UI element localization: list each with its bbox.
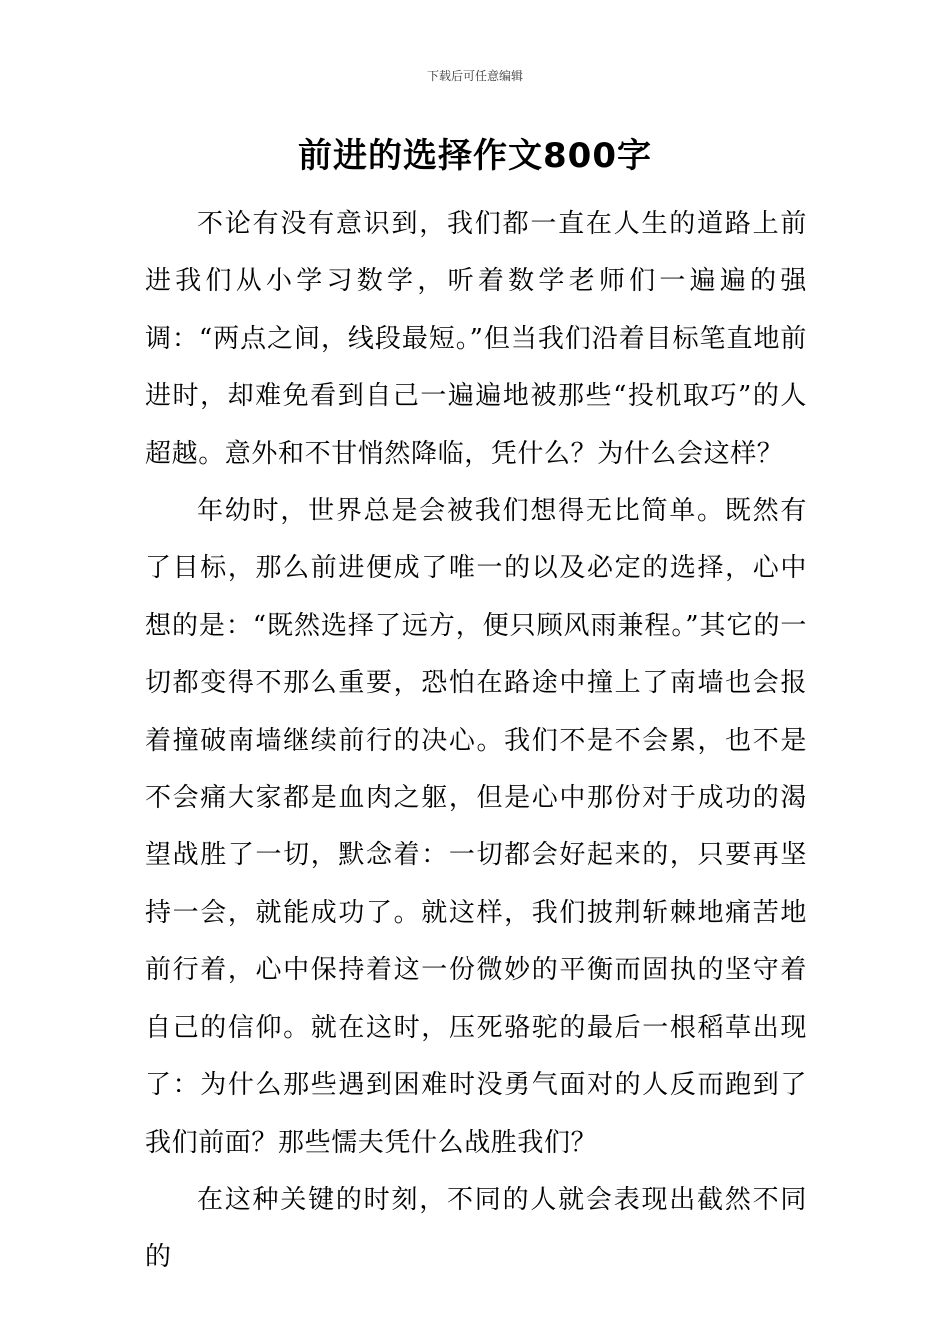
article-body <box>145 196 807 1287</box>
paragraph: 在这种关键的时刻，不同的人就会表现出截然不同的 <box>145 1184 807 1273</box>
header-note: 下载后可任意编辑 <box>426 69 523 83</box>
paragraph: 不论有没有意识到，我们都一直在人生的道路上前进我们从小学习数学，听着数学老师们一遍遍的强调：“两点之间，线段最短。”但当我们沿着目标笔直地前进时，却难免看到自己一遍遍地被那些“投机取巧”的人超越。意外和不甘悄然降临，凭什么？为什么会这样？ <box>145 209 807 469</box>
paragraph: 年幼时，世界总是会被我们想得无比简单。既然有了目标，那么前进便成了唯一的以及必定的选择，心中想的是：“既然选择了远方，便只顾风雨兼程。”其它的一切都变得不那么重要，恐怕在路途中撞上了南墙也会报着撞破南墙继续前行的决心。我们不是不会累，也不是不会痛大家都是血肉之躯，但是心中那份对于成功的渴望战胜了一切，默念着：一切都会好起来的，只要再坚持一会，就能成功了。就这样，我们披荆斩棘地痛苦地前行着，心中保持着这一份微妙的平衡而固执的坚守着自己的信仰。就在这时，压死骆驼的最后一根稻草出现了：为什么那些遇到困难时没勇气面对的人反而跑到了我们前面？那些懦夫凭什么战胜我们？ <box>145 496 807 1158</box>
page-title: 前进的选择作文800字 <box>298 136 652 176</box>
